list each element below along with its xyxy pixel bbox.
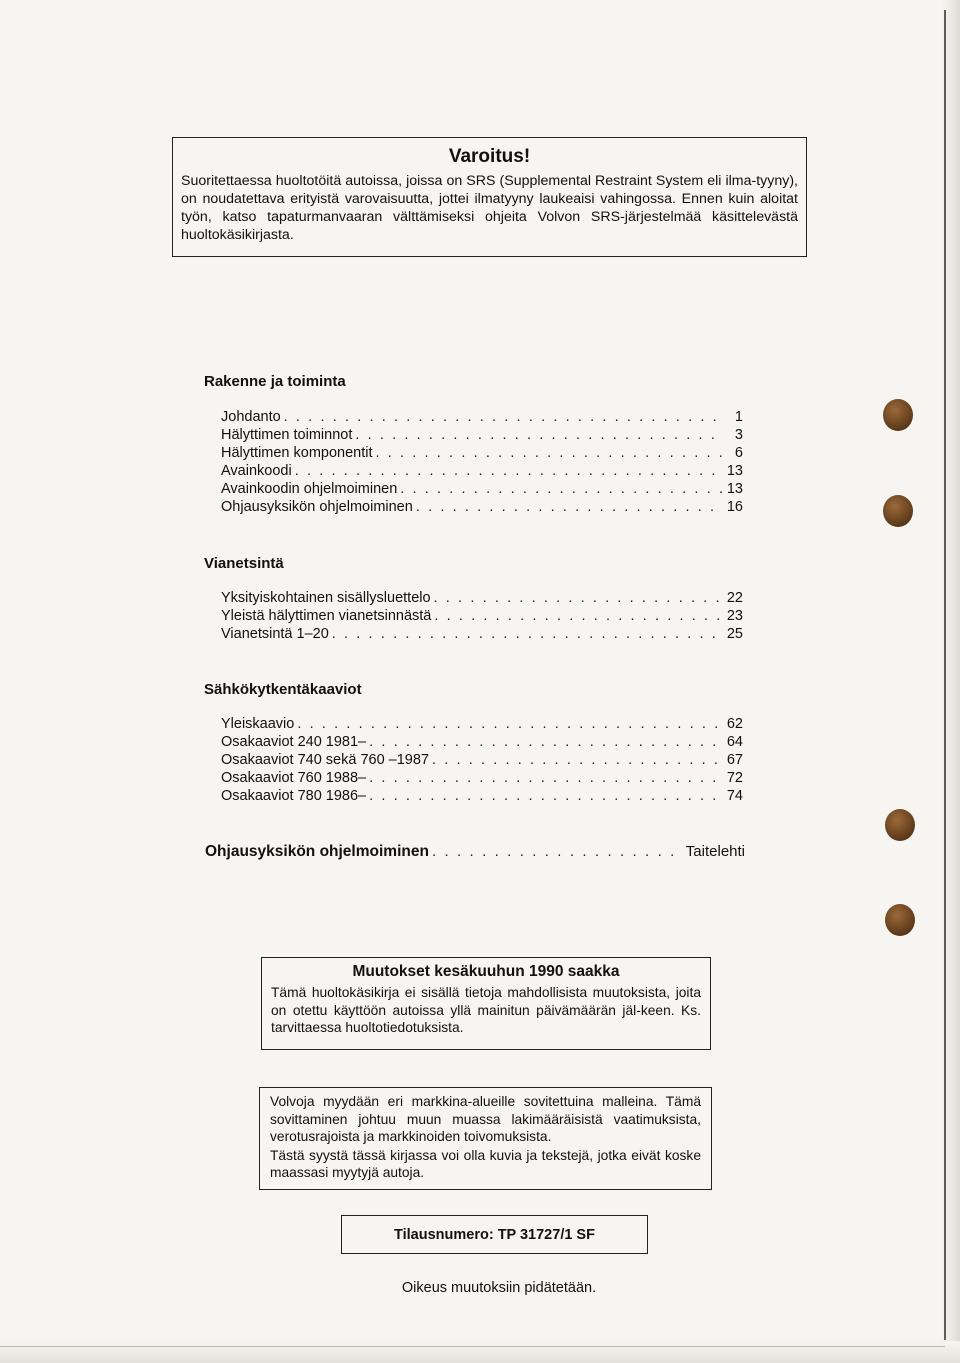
toc-leader-dots xyxy=(432,751,722,769)
toc-leader-dots xyxy=(284,408,722,426)
toc-row[interactable] xyxy=(221,787,743,805)
page-bottom-line xyxy=(0,1346,945,1347)
toc-page-number: 64 xyxy=(726,734,743,750)
order-number-box xyxy=(341,1215,648,1254)
toc-leader-dots xyxy=(434,589,722,607)
toc-leader-dots xyxy=(369,787,722,805)
toc-list xyxy=(221,715,743,805)
page-bottom-edge xyxy=(0,1341,960,1363)
toc-page-number: 3 xyxy=(734,427,743,443)
markets-text: Tästä syystä tässä kirjassa voi olla kuvia ja tekstejä, jotka eivät koske maassasi myytyjä autoja. xyxy=(270,1147,701,1180)
toc-row[interactable] xyxy=(221,625,743,643)
order-number: Tilausnumero: TP 31727/1 SF xyxy=(394,1226,595,1243)
toc-label: Vianetsintä 1–20 xyxy=(221,626,329,642)
toc-leader-dots xyxy=(434,607,722,625)
toc-label: Osakaaviot 760 1988– xyxy=(221,770,367,786)
toc-row[interactable] xyxy=(221,444,743,462)
toc-label: Avainkoodi xyxy=(221,463,292,479)
toc-label: Ohjausyksikön ohjelmoiminen xyxy=(205,843,429,860)
markets-text: Volvoja myydään eri markkina-alueille sovitettuina malleina. Tämä sovittaminen johtuu muun muassa lakimääräisistä vaatimuksista, verotusrajoista ja markkinoiden toivomuksista. xyxy=(270,1094,701,1144)
toc-page-number: 23 xyxy=(726,608,743,624)
punch-hole-icon xyxy=(883,399,913,431)
markets-box xyxy=(259,1087,712,1190)
toc-row[interactable] xyxy=(221,751,743,769)
warning-text: Suoritettaessa huoltotöitä autoissa, joissa on SRS (Supplemental Restraint System eli ilma-tyyny), on noudatettava erityistä varovaisuutta, jottei ilmatyyny laukeaisi vahingossa. Ennen kuin aloitat työn, katso tapaturmanvaaran välttämiseksi ohjeita Volvon SRS-järjestelmää käsittelevästä huoltokäsikirjasta. xyxy=(181,173,798,243)
toc-list xyxy=(221,589,743,643)
toc-row[interactable] xyxy=(221,715,743,733)
toc-label: Yleistä hälyttimen vianetsinnästä xyxy=(221,608,432,624)
toc-leader-dots xyxy=(295,462,722,480)
punch-hole-icon xyxy=(885,809,915,841)
toc-label: Osakaaviot 240 1981– xyxy=(221,734,367,750)
binder-edge-line xyxy=(944,10,946,1340)
changes-text: Tämä huoltokäsikirja ei sisällä tietoja mahdollisista muutoksista, joita on otettu käyttöön autoissa yllä mainitun päivämäärän jäl-keen. Ks. tarvittaessa huoltotiedotuksista. xyxy=(271,985,701,1035)
toc-label: Osakaaviot 780 1986– xyxy=(221,788,367,804)
warning-box xyxy=(172,137,807,257)
toc-page-number: 22 xyxy=(726,590,743,606)
toc-row[interactable] xyxy=(221,480,743,498)
toc-label: Hälyttimen komponentit xyxy=(221,445,373,461)
toc-label: Osakaaviot 740 sekä 760 –1987 xyxy=(221,752,429,768)
toc-leader-dots xyxy=(432,843,683,860)
toc-page-number: 1 xyxy=(734,409,743,425)
toc-page-number: 62 xyxy=(726,716,743,732)
toc-page-number: 67 xyxy=(726,752,743,768)
toc-label: Johdanto xyxy=(221,409,281,425)
toc-row[interactable] xyxy=(221,462,743,480)
toc-label: Avainkoodin ohjelmoiminen xyxy=(221,481,398,497)
toc-label: Yleiskaavio xyxy=(221,716,295,732)
toc-leader-dots xyxy=(400,480,722,498)
toc-leader-dots xyxy=(416,498,722,516)
changes-box xyxy=(261,957,711,1050)
toc-row[interactable] xyxy=(221,733,743,751)
toc-page-number: 74 xyxy=(726,788,743,804)
toc-label: Ohjausyksikön ohjelmoiminen xyxy=(221,499,413,515)
section-title: Vianetsintä xyxy=(204,555,284,572)
toc-leader-dots xyxy=(297,715,722,733)
toc-row[interactable] xyxy=(221,498,743,516)
section-title: Rakenne ja toiminta xyxy=(204,373,346,390)
punch-hole-icon xyxy=(883,495,913,527)
toc-page-number: 16 xyxy=(726,499,743,515)
toc-leader-dots xyxy=(332,625,722,643)
toc-standalone-entry[interactable] xyxy=(205,843,745,861)
toc-label: Hälyttimen toiminnot xyxy=(221,427,353,443)
toc-row[interactable] xyxy=(221,408,743,426)
toc-page-number: 13 xyxy=(726,481,743,497)
toc-leader-dots xyxy=(355,426,722,444)
toc-leader-dots xyxy=(376,444,722,462)
changes-title: Muutokset kesäkuuhun 1990 saakka xyxy=(352,963,620,980)
toc-row[interactable] xyxy=(221,589,743,607)
toc-label: Yksityiskohtainen sisällysluettelo xyxy=(221,590,431,606)
toc-row[interactable] xyxy=(221,769,743,787)
toc-row[interactable] xyxy=(221,607,743,625)
toc-row[interactable] xyxy=(221,426,743,444)
section-title: Sähkökytkentäkaaviot xyxy=(204,681,362,698)
toc-page-number: 13 xyxy=(726,463,743,479)
warning-title: Varoitus! xyxy=(448,146,531,167)
punch-hole-icon xyxy=(885,904,915,936)
toc-leader-dots xyxy=(369,733,722,751)
toc-leader-dots xyxy=(369,769,722,787)
toc-page-number: Taitelehti xyxy=(685,843,745,860)
toc-page-number: 72 xyxy=(726,770,743,786)
toc-page-number: 25 xyxy=(726,626,743,642)
toc-page-number: 6 xyxy=(734,445,743,461)
toc-list xyxy=(221,408,743,516)
footer-note: Oikeus muutoksiin pidätetään. xyxy=(401,1280,597,1296)
